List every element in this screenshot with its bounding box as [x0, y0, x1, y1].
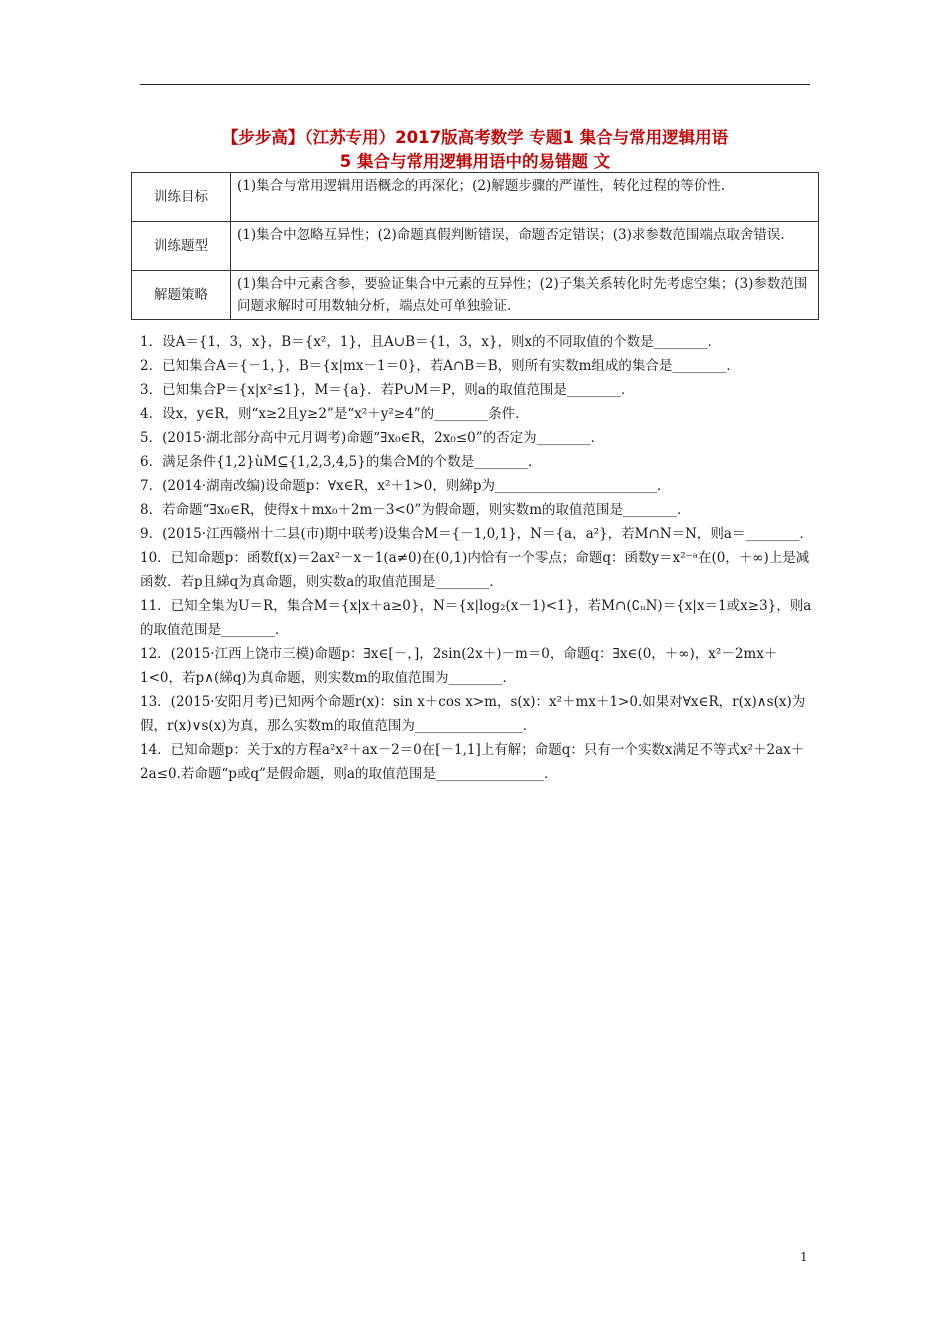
problem-item: 5．(2015·湖北部分高中元月调考)命题“∃x₀∈R，2x₀≤0”的否定为________． [140, 430, 605, 446]
problem-item: 1．设A＝{1，3，x}，B＝{x²，1}，且A∪B＝{1，3，x}，则x的不同取值的个数是________． [140, 334, 722, 350]
table-label: 训练题型 [132, 222, 231, 271]
table-row [132, 271, 819, 320]
page-number: 1 [800, 1250, 808, 1264]
problem-item: 3．已知集合P＝{x|x²≤1}，M＝{a}．若P∪M＝P，则a的取值范围是________． [140, 382, 635, 398]
table-label: 训练目标 [132, 173, 231, 222]
table-content: (1)集合中元素含参，要验证集合中元素的互异性；(2)子集关系转化时先考虑空集；(3)参数范围问题求解时可用数轴分析，端点处可单独验证. [231, 271, 819, 320]
header-rule [140, 84, 810, 85]
problem-item: 12．(2015·江西上饶市三模)命题p：∃x∈[－，]，2sin(2x＋)－m＝0，命题q：∃x∈(0，＋∞)，x²－2mx＋1<0，若p∧(綈q)为真命题，则实数m的取值范围为________． [140, 646, 778, 686]
problem-item: 13．(2015·安阳月考)已知两个命题r(x)：sin x＋cos x>m，s(x)：x²＋mx＋1>0.如果对∀x∈R，r(x)∧s(x)为假，r(x)∨s(x)为真，那么实数m的取值范围为________________． [140, 694, 806, 734]
title-line-2: 5 集合与常用逻辑用语中的易错题 文 [339, 152, 611, 171]
problem-item: 4．设x，y∈R，则“x≥2且y≥2”是“x²＋y²≥4”的________条件． [140, 406, 529, 422]
document-title [130, 126, 820, 174]
table-label: 解题策略 [132, 271, 231, 320]
problem-item: 8．若命题“∃x₀∈R，使得x＋mx₀＋2m－3<0”为假命题，则实数m的取值范围是________． [140, 502, 691, 518]
problem-item: 9．(2015·江西赣州十二县(市)期中联考)设集合M＝{－1,0,1}，N＝{a，a²}，若M∩N＝N，则a＝________． [140, 526, 813, 542]
problem-list [140, 330, 818, 786]
training-table [131, 172, 819, 320]
title-line-1: 【步步高】（江苏专用）2017版高考数学 专题1 集合与常用逻辑用语 [221, 128, 729, 147]
problem-item: 7．(2014·湖南改编)设命题p：∀x∈R，x²＋1>0，则綈p为________________________． [140, 478, 671, 494]
table-row [132, 222, 819, 271]
problem-item: 10．已知命题p：函数f(x)＝2ax²－x－1(a≠0)在(0,1)内恰有一个零点；命题q：函数y＝x²⁻ᵃ在(0，＋∞)上是减函数．若p且綈q为真命题，则实数a的取值范围是________． [140, 550, 810, 590]
problem-item: 14．已知命题p：关于x的方程a²x²＋ax－2＝0在[－1,1]上有解；命题q：只有一个实数x满足不等式x²＋2ax＋2a≤0.若命题“p或q”是假命题，则a的取值范围是________________． [140, 742, 805, 782]
problem-item: 6．满足条件{1,2}ùM⊆{1,2,3,4,5}的集合M的个数是________． [140, 454, 542, 470]
problem-item: 2．已知集合A＝{－1，}，B＝{x|mx－1＝0}，若A∩B＝B，则所有实数m组成的集合是________． [140, 358, 740, 374]
problem-item: 11．已知全集为U＝R，集合M＝{x|x＋a≥0}，N＝{x|log₂(x－1)<1}，若M∩(∁ᵤN)＝{x|x＝1或x≥3}，则a的取值范围是________． [140, 598, 812, 638]
table-content: (1)集合与常用逻辑用语概念的再深化；(2)解题步骤的严谨性，转化过程的等价性. [231, 173, 819, 222]
table-row [132, 173, 819, 222]
table-content: (1)集合中忽略互异性；(2)命题真假判断错误，命题否定错误；(3)求参数范围端点取舍错误. [231, 222, 819, 271]
